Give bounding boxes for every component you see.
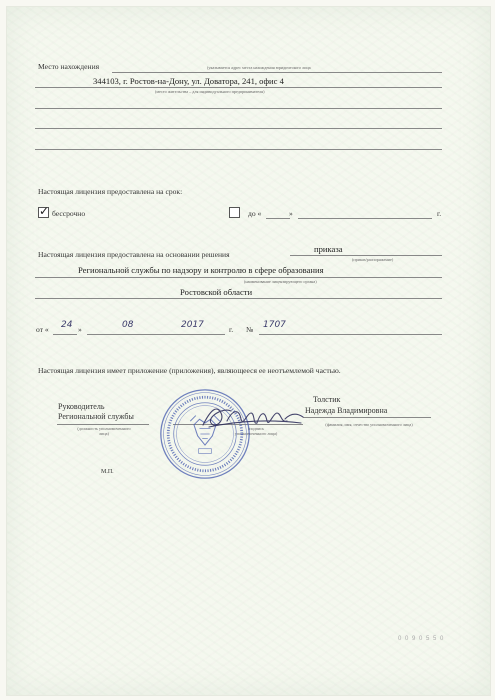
position-line — [57, 424, 149, 425]
location-line-1 — [112, 72, 442, 73]
until-rest-line — [298, 218, 432, 219]
signer-surname: Толстик — [313, 395, 341, 404]
date-month: 08 — [122, 320, 134, 330]
license-back-page — [6, 6, 491, 696]
until-checkbox — [229, 207, 240, 218]
decision-line — [290, 255, 442, 256]
until-prefix: до « — [248, 209, 262, 218]
date-day-line — [53, 334, 77, 335]
position-hint: (должность уполномоченного лица) — [77, 426, 131, 436]
number-label: № — [246, 325, 254, 334]
term-label: Настоящая лицензия предоставлена на срок: — [38, 187, 183, 196]
indefinite-label: бессрочно — [52, 209, 86, 218]
until-mid: » — [289, 209, 293, 218]
location-line-3 — [35, 108, 442, 109]
location-label: Место нахождения — [38, 62, 100, 71]
authority-hint: (наименование лицензирующего органа) — [244, 279, 317, 284]
date-day-close: » — [78, 325, 82, 334]
authority-name: Региональной службы по надзору и контролю в сфере образования — [78, 265, 324, 275]
date-month-line — [87, 334, 175, 335]
until-day-line — [266, 218, 290, 219]
name-line — [303, 417, 431, 418]
number-line — [259, 334, 442, 335]
basis-label: Настоящая лицензия предоставлена на основании решения — [38, 250, 230, 259]
region-line — [35, 298, 442, 299]
date-year-line — [175, 334, 225, 335]
annex-text: Настоящая лицензия имеет приложение (приложения), являющееся ее неотъемлемой частью. — [38, 366, 341, 375]
authority-region: Ростовской области — [180, 287, 253, 297]
decision-hint: (приказ/распоряжение) — [352, 257, 394, 262]
location-line-4 — [35, 128, 442, 129]
position-line-1: Руководитель — [58, 402, 105, 411]
date-from-label: от « — [36, 325, 49, 334]
license-number: 1707 — [263, 320, 286, 330]
handwritten-signature-icon — [197, 399, 313, 437]
seal-place-label: М.П. — [101, 469, 114, 475]
sign-hint: (подпись уполномоченного лица) — [234, 426, 278, 436]
decision-type: приказа — [314, 244, 343, 254]
location-line-5 — [35, 149, 442, 150]
authority-line — [35, 277, 442, 278]
signer-name: Надежда Владимировна — [305, 406, 388, 415]
until-year-suffix: г. — [437, 209, 442, 218]
checkmark-icon: ✓ — [39, 204, 50, 218]
name-hint: (фамилия, имя, отчество уполномоченного лица) — [325, 422, 413, 427]
date-year: 2017 — [181, 320, 204, 330]
location-address: 344103, г. Ростов-на-Дону, ул. Доватора, 241, офис 4 — [93, 76, 284, 86]
date-year-label: г. — [229, 325, 234, 334]
form-serial-watermark: 0 0 9 0 5 5 0 — [398, 636, 445, 642]
location-line-2 — [35, 87, 442, 88]
location-hint-top: (указывается адрес места нахождения юридического лица — [207, 65, 311, 70]
date-day: 24 — [61, 320, 73, 330]
indefinite-checkbox — [38, 204, 50, 218]
location-hint-bottom: (место жительства – для индивидуального предпринимателя) — [155, 89, 265, 94]
position-line-2: Региональной службы — [58, 412, 134, 421]
